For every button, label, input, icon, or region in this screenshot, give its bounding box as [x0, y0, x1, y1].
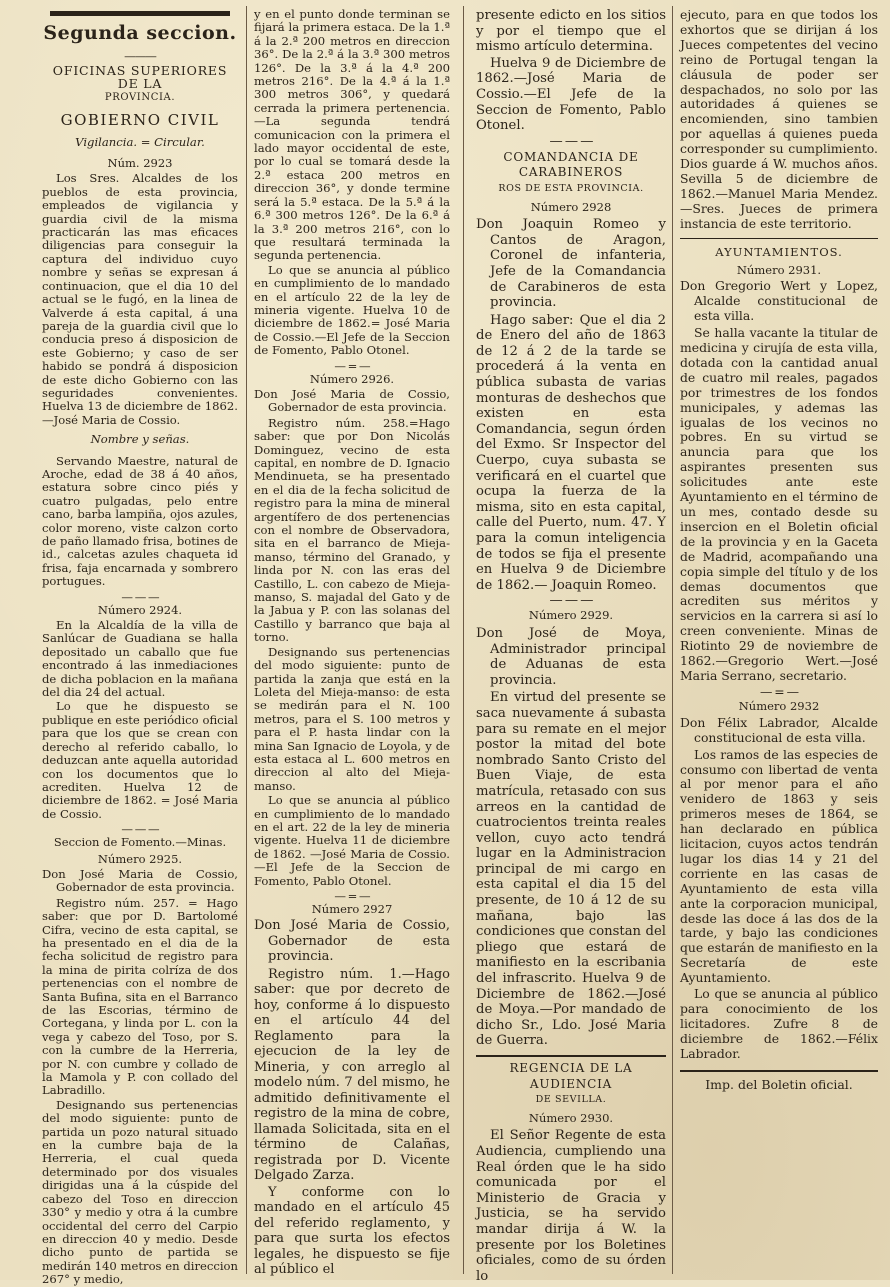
fomento-heading: Seccion de Fomento.—Minas. — [53, 835, 227, 850]
column-3 — [476, 8, 666, 1284]
ayuntamientos-heading: AYUNTAMIENTOS. — [715, 244, 843, 259]
notice-2924-body: En la Alcaldía de la villa de Sanlúcar de Guadiana se halla depositado un caballo que fue encontrado á las inmediaciones de dicha poblacion en la mañana del dia 24 del actual. — [42, 618, 238, 700]
column-divider — [246, 6, 247, 1274]
notice-2925-body: Registro núm. 257. = Hago saber: que por D. Bartolomé Cifra, vecino de esta capital, se ha presentado en el dia de la fecha solicitud de registro para la mina de pirita colríza de dos pertenencias con el nombre de Santa Bufina, sita en el Barranco de las Escorias, término de Cortegana, y linda por L. con la vega y cabezo del Toso, por S. con la cumbre de la Herreria, por N. con cumbre y collado de la Mamola y P. con collado del Labradillo. — [42, 895, 238, 1098]
regencia-subheading: DE SEVILLA. — [535, 1094, 607, 1106]
notice-2926-closing: Lo que se anuncia al público en cumplimiento de lo mandado en el art. 22 de la ley de mineria vigente. Huelva 11 de diciembre de 1862. —José Maria de Cossio.—El Jefe de la Seccion de Fomento, Pablo Otonel. — [254, 793, 450, 888]
gobierno-civil-heading: GOBIERNO CIVIL — [60, 111, 220, 130]
vigilancia-heading: Vigilancia. = Circular. — [75, 134, 205, 149]
notice-2926-body: Registro núm. 258.=Hago saber: que por Don Nicolás Dominguez, vecino de esta capital, en nombre de D. Ignacio Mendinueta, se ha presentado en el dia de la fecha solicitud de registro para la mina de mineral argentífero de dos pertenencias con el nombre de Observadora, sita en el barranco de Mieja-manso, término del Granado, y linda por N. con las eras del Castillo, L. con cabezo de Mieja-manso, S. majadal del Gato y de la Jabua y P. con las solanas del Castillo y barranco que baja al torno. — [254, 415, 450, 645]
notice-number: Número 2926. — [309, 371, 395, 386]
notice-2925-issuer: Don José Maria de Cossio, Gobernador de esta provincia. — [42, 866, 238, 895]
notice-2926-body: Designando sus pertenencias del modo siguiente: punto de partida la zanja que está en la Loleta del Mieja-manso: de esta se medirán para el N. 100 metros, para el S. 100 metros y para el P. hasta lindar con la mina San Ignacio de Loyola, y de esta estaca al L. 600 metros en direccion al alto del Mieja-manso. — [254, 644, 450, 793]
divider-dash: — — — — [121, 822, 159, 837]
divider-dash: ——— — [124, 49, 156, 63]
notice-2928-body: Hago saber: Que el dia 2 de Enero del año de 1863 de 12 á 2 de la tarde se procederá á la venta en pública subasta de varias monturas de deshechos que existen en esta Comandancia, segun órden del Exmo. Sr Inspector del Cuerpo, cuya subasta se verificará en el cuartel que ocupa la fuerza de la misma, sito en esta capital, calle del Puerto, num. 47. Y para la comun inteligencia de todos se fija el presente en Huelva 9 de Diciembre de 1862.— Joaquin Romeo. — [476, 312, 666, 593]
notice-number: Número 2931. — [736, 262, 822, 277]
column-divider — [672, 6, 673, 1274]
notice-2925-closing: Lo que se anuncia al público en cumplimiento de lo mandado en el artículo 22 de la ley de mineria vigente. Huelva 10 de diciembre de 1862.= José Maria de Cossio.—El Jefe de la Seccion de Fomento, Pablo Otonel. — [254, 262, 450, 358]
notice-number: Número 2932 — [738, 698, 820, 713]
notice-2929-issuer: Don José de Moya, Administrador principal de Aduanas de esta provincia. — [476, 625, 666, 688]
column-1 — [42, 8, 238, 1287]
senas-heading: Nombre y señas. — [90, 432, 190, 447]
notice-2932-body: Los ramos de las especies de consumo con libertad de venta al por menor para el año venidero de 1863 y seis primeros meses de 1864, se han declarado en pública licitacion, cuyos actos tendrán lugar los dias 14 y 21 del corriente en las casas de Ayuntamiento de esta villa ante la corporacion municipal, desde las doce á las dos de la tarde, y bajo las condiciones que estarán de manifiesto en la Secretaría de este Ayuntamiento. — [680, 746, 878, 986]
section-rule — [476, 1055, 666, 1057]
notice-2924-body: Lo que he dispuesto se publique en este periódico oficial para que los que se crean con derecho al referido caballo, lo deduzcan ante aquella autoridad con los documentos que lo acrediten. Huelva 12 de diciembre de 1862. = José Maria de Cossio. — [42, 699, 238, 821]
notice-2930-body: El Señor Regente de esta Audiencia, cumpliendo una Real órden que le ha sido comunicada por el Ministerio de Gracia y Justicia, se ha servido mandar dirija á W. la presente por los Boletines oficiales, como de su órden lo — [476, 1128, 666, 1284]
notice-number: Número 2929. — [528, 608, 614, 623]
notice-number: Número 2928 — [530, 199, 612, 214]
notice-2927-issuer: Don José Maria de Cossio, Gobernador de esta provincia. — [254, 918, 450, 965]
notice-2932-closing: Lo que se anuncia al público para conocimiento de los licitadores. Zufre 8 de diciembre de 1862.—Félix Labrador. — [680, 986, 878, 1061]
carabineros-heading: COMANDANCIA DE CARABINEROS — [503, 149, 639, 180]
section-rule — [680, 1070, 878, 1072]
divider-dash: — — — — [549, 133, 593, 149]
notice-2926-issuer: Don José Maria de Cossio, Gobernador de esta provincia. — [254, 386, 450, 415]
column-divider — [463, 6, 464, 1274]
column-4 — [680, 8, 878, 1274]
imprint: Imp. del Boletin oficial. — [705, 1076, 853, 1092]
province-subheading: PROVINCIA. — [104, 91, 176, 103]
notice-number: Núm. 2923 — [107, 156, 173, 171]
notice-2923-body: Los Sres. Alcaldes de los pueblos de esta provincia, empleados de vigilancia y guardia civil de la misma practicarán las mas eficaces diligencias para conseguir la captura del individuo cuyo nombre y señas se expresan á continuacion, que el dia 10 del actual se le fugó, en la linea de Valverde á esta capital, á una pareja de la guardia civil que lo conducia preso á disposicion de este Gobierno; y caso de ser habido se pondrá á disposicion de este dicho Gobierno con las seguridades convenientes. Huelva 13 de diciembre de 1862.—José Maria de Cossio. — [42, 171, 238, 427]
notice-2927-closing: Huelva 9 de Diciembre de 1862.—José Maria de Cossio.—El Jefe de la Seccion de Fomento, Pablo Otonel. — [476, 55, 666, 134]
notice-2927-body: Registro núm. 1.—Hago saber: que por decreto de hoy, conforme á lo dispuesto en el artículo 44 del Reglamento para la ejecucion de la ley de Mineria, y con arreglo al modelo núm. 7 del mismo, he admitido definitivamente el registro de la mina de cobre, llamada Solicitada, sita en el término de Calañas, registrada por D. Vicente Delgado Zarza. — [254, 966, 450, 1184]
notice-2925-body: Designando sus pertenencias del modo siguiente: punto de partida un pozo natural situado en la cumbre baja de la Herreria, el cual queda determinado por dos visuales dirigidas una á la cúspide del cabezo del Toso en direccion 330° y medio y otra á la cumbre occidental del cerro del Carpio en direccion 40 y medio. Desde dicho punto de partida se medirán 140 metros en direccion 267° y medio, — [42, 1097, 238, 1287]
divider-dash: — — — — [549, 593, 593, 609]
notice-2932-issuer: Don Félix Labrador, Alcalde constitucional de esta villa. — [680, 714, 878, 745]
regencia-heading: REGENCIA DE LA AUDIENCIA — [509, 1061, 633, 1091]
notice-2925-continued: y en el punto donde terminan se fijará la primera estaca. De la 1.ª á la 2.ª 200 metros en direccion 36°. De la 2.ª á la 3.ª 300 metros 126°. De la 3.ª á la 4.ª 200 metros 216°. De la 4.ª á la 1.ª 300 metros 306°, y quedará cerrada la primera pertenencia.—La segunda tendrá comunicacion con la primera el lado mayor occidental de este, por lo cual se tomará desde la 2.ª estaca 200 metros en direccion 36°, y donde termine será la 5.ª estaca. De la 5.ª á la 6.ª 300 metros 126°. De la 6.ª á la 3.ª 200 metros 216°, con lo que resultará terminada la segunda pertenencia. — [254, 7, 450, 263]
notice-2929-body: En virtud del presente se saca nuevamente á subasta para su remate en el mejor postor la mitad del bote nombrado Santo Cristo del Buen Viaje, de esta matrícula, retasado con sus arreos en la cantidad de cuatrocientos treinta reales vellon, cuyo acto tendrá lugar en la Administracion principal de mi cargo en esta capital el dia 15 del presente, de 10 á 12 de su mañana, bajo las condiciones que constan del pliego que estará de manifiesto en la escribania del infrascrito. Huelva 9 de Diciembre de 1862.—José de Moya.—Por mandado de dicho Sr., Ldo. José Maria de Guerra. — [476, 690, 666, 1049]
divider-dash: — — — — [121, 589, 159, 604]
section-rule — [680, 238, 878, 239]
divider-dash: — = — — [334, 358, 370, 373]
column-2 — [254, 7, 450, 1278]
notice-number: Número 2930. — [528, 1110, 614, 1125]
carabineros-subheading: ROS DE ESTA PROVINCIA. — [498, 182, 644, 194]
notice-2928-issuer: Don Joaquin Romeo y Cantos de Aragon, Coronel de infanteria, Jefe de la Comandancia de Carabineros de esta provincia. — [476, 217, 666, 311]
notice-number: Número 2927 — [311, 902, 393, 916]
notice-2927-body: Y conforme con lo mandado en el artículo 45 del referido reglamento, y para que surta los efectos legales, he dispuesto se fije al público el — [254, 1184, 450, 1278]
senas-body: Servando Maestre, natural de Aroche, edad de 38 á 40 años, estatura sobre cinco piés y cuatro pulgadas, pelo entre cano, barba lampiña, ojos azules, color moreno, viste calzon corto de paño llamado frisa, botines de id., calcetas azules chaqueta id frisa, faja encarnada y sombrero portugues. — [42, 453, 238, 589]
notice-2927-continued: presente edicto en los sitios y por el tiempo que el mismo artículo determina. — [476, 8, 666, 55]
notice-2930-continued: ejecuto, para en que todos los exhortos que se dirijan á los Jueces competentes del vecino reino de Portugal tengan la cláusula de poder ser despachados, no solo por las autoridades á quienes se encomienden, sino tambien por aquellas á quienes pueda corresponder su cumplimiento. Dios guarde á W. muchos años. Sevilla 5 de diciembre de 1862.—Manuel Maria Mendez.—Sres. Jueces de primera instancia de este territorio. — [680, 7, 878, 231]
section-title: Segunda seccion. — [43, 22, 237, 44]
offices-heading: OFICINAS SUPERIORES DE LA — [52, 63, 228, 92]
notice-number: Número 2925. — [97, 851, 183, 866]
notice-2931-body: Se halla vacante la titular de medicina y cirujía de esta villa, dotada con la cantidad anual de cuatro mil reales, pagados por trimestres de los fondos municipales, y ademas las igualas de los vecinos no pobres. En su virtud se anuncia para que los aspirantes presenten sus solicitudes ante este Ayuntamiento en el término de un mes, contado desde su insercion en el Boletin oficial de la provincia y en la Gaceta de Madrid, acompañando una copia simple del título y de los demas documentos que acrediten sus méritos y servicios en la carrera si así lo creen conveniente. Minas de Riotinto 29 de noviembre de 1862.—Gregorio Wert.—José Maria Serrano, secretario. — [680, 325, 878, 683]
divider-dash: — = — — [334, 889, 370, 903]
divider-dash: — = — — [759, 683, 799, 699]
notice-2931-issuer: Don Gregorio Wert y Lopez, Alcalde constitucional de esta villa. — [680, 278, 878, 324]
notice-number: Número 2924. — [97, 602, 183, 617]
